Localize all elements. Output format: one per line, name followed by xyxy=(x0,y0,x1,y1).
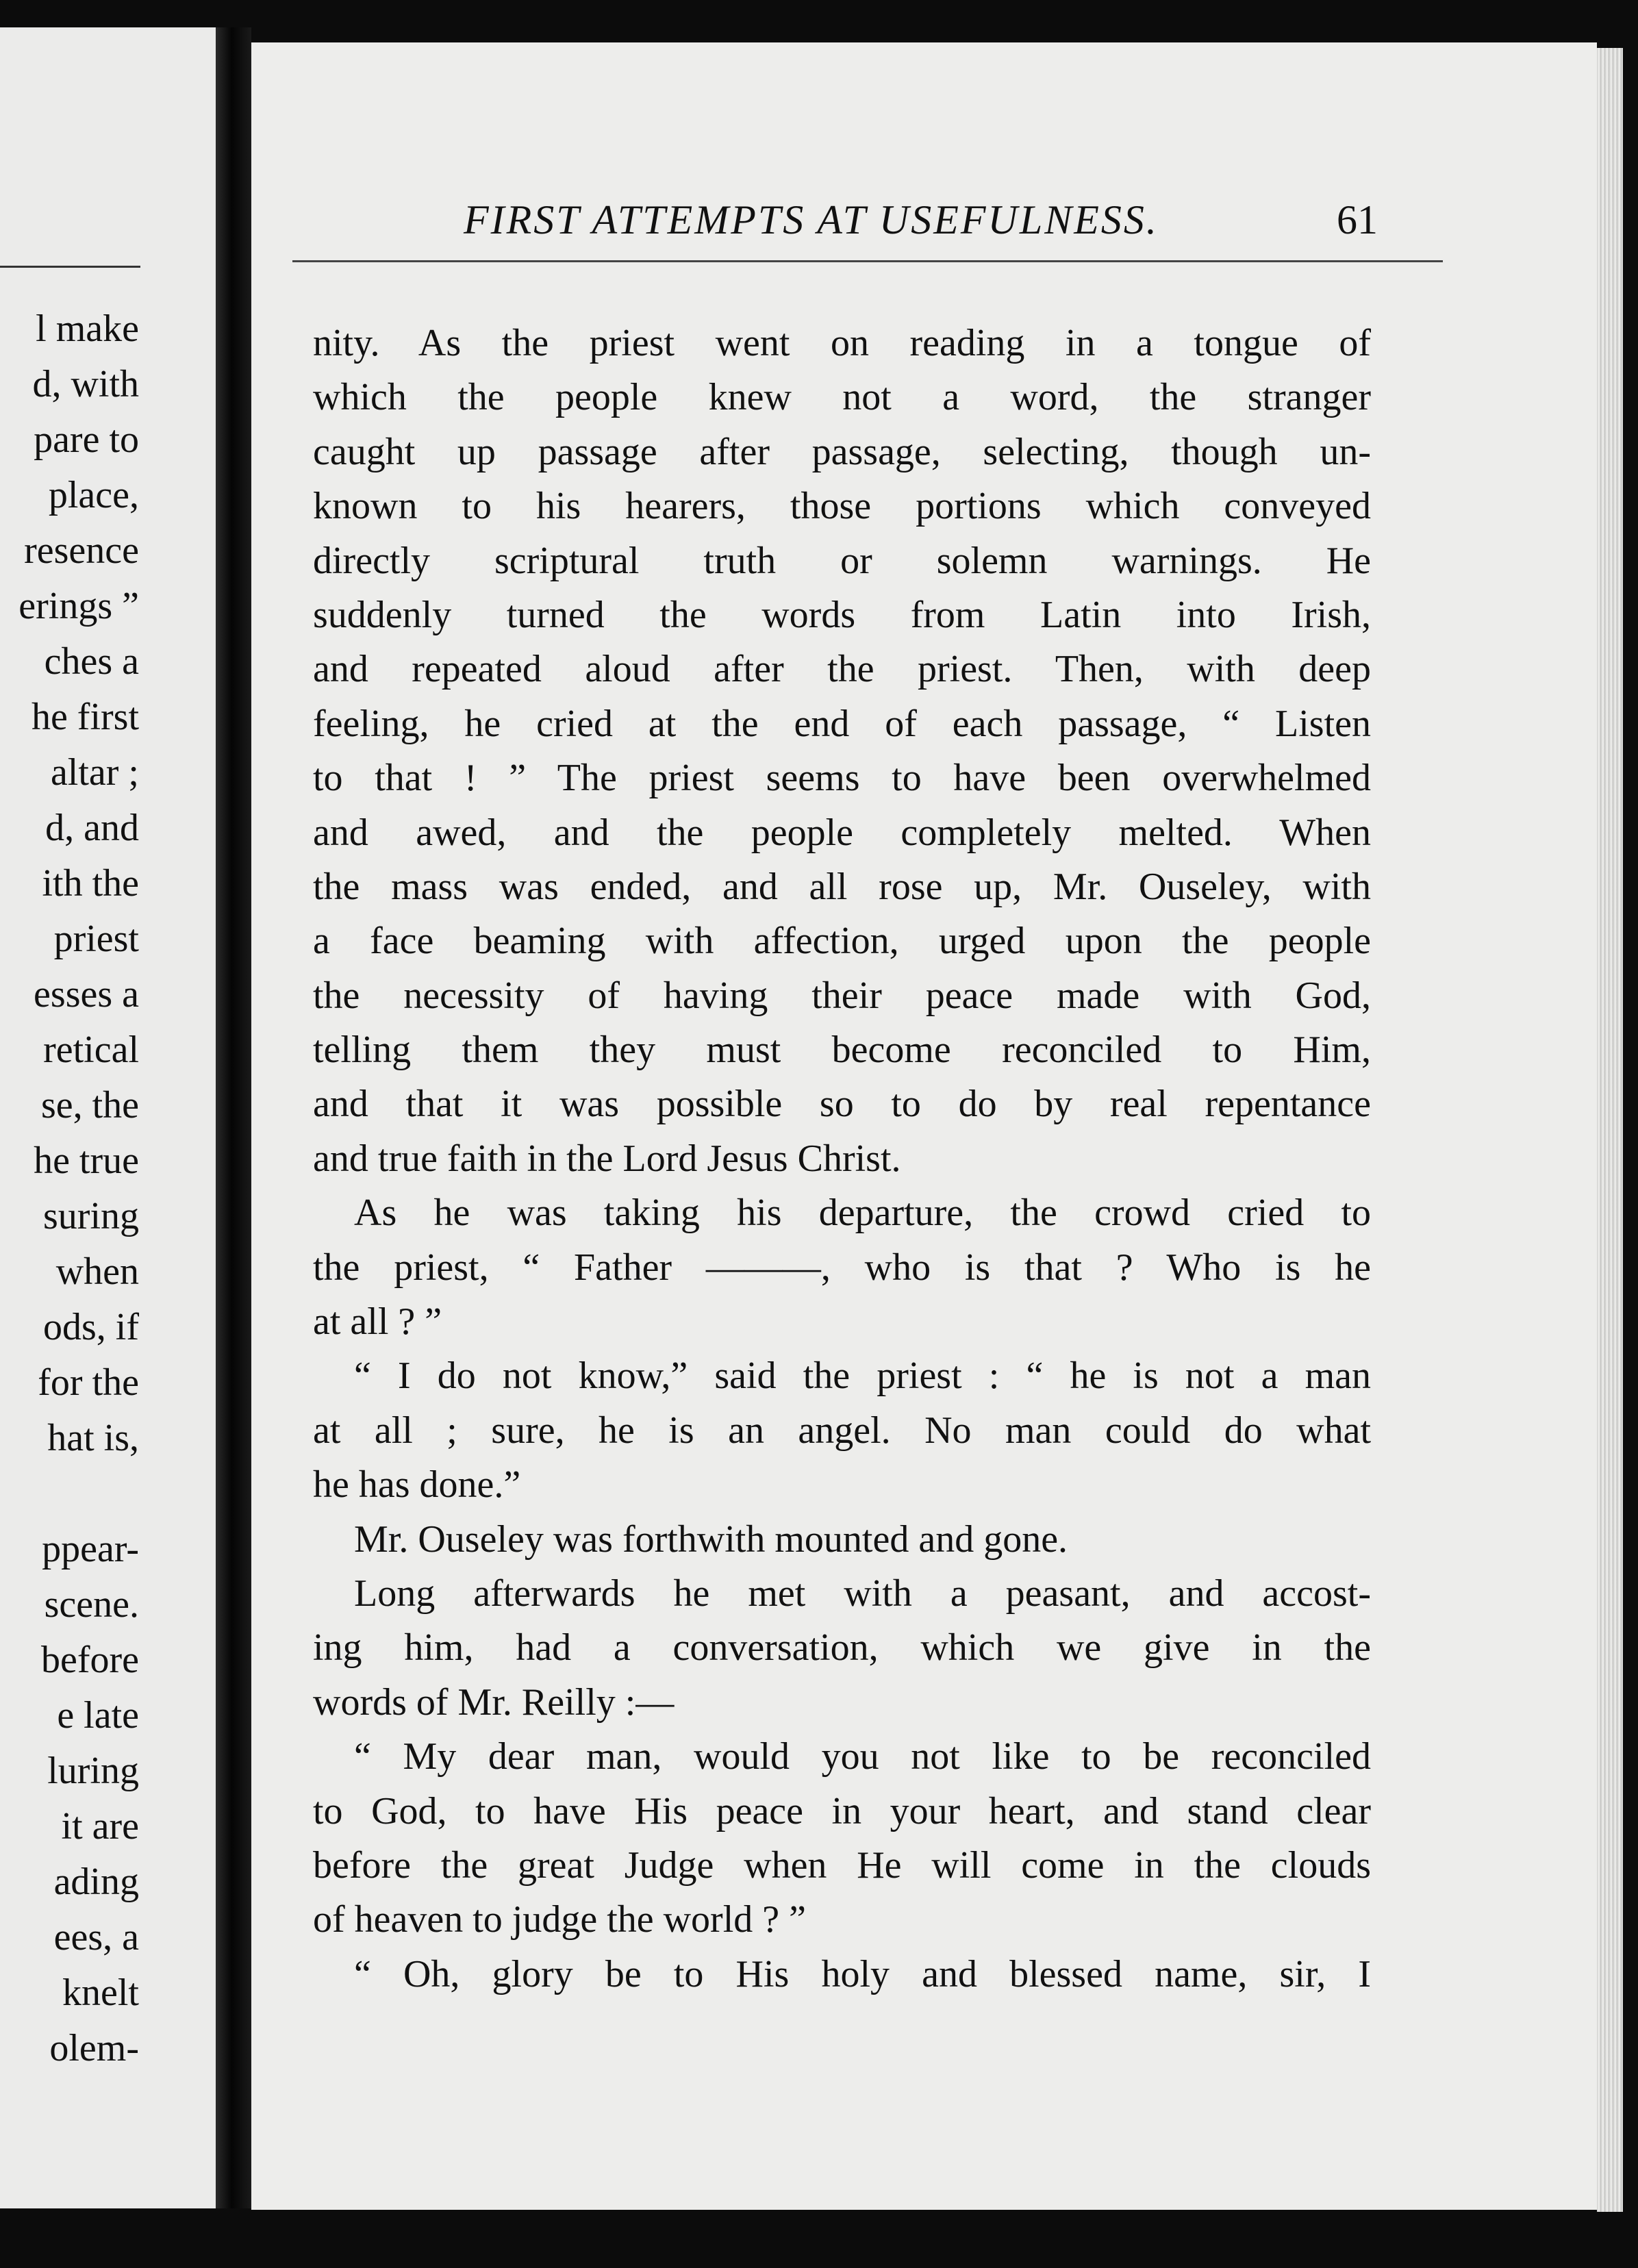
text-line: words of Mr. Reilly :— xyxy=(313,1680,675,1724)
text-line: nity. As the priest went on reading in a tongue of xyxy=(313,322,1371,364)
text-line: a face beaming with affection, urged upon the people xyxy=(313,920,1371,963)
text-line: to God, to have His peace in your heart, and stand clear xyxy=(313,1789,1371,1832)
left-page-line: priest xyxy=(53,918,139,960)
text-line: the priest, “ Father ———, who is that ? Who is he xyxy=(313,1246,1371,1289)
left-page-line: ppear- xyxy=(42,1528,139,1570)
text-line: and that it was possible so to do by real repentance xyxy=(313,1083,1371,1126)
text-line: suddenly turned the words from Latin into Irish, xyxy=(313,593,1371,636)
text-line: before the great Judge when He will come in the clouds xyxy=(313,1843,1371,1887)
text-line: to that ! ” The priest seems to have been overwhelmed xyxy=(313,757,1371,800)
text-line: directly scriptural truth or solemn warnings. He xyxy=(313,539,1371,582)
left-page-line: before xyxy=(40,1639,139,1681)
text-line: “ I do not know,” said the priest : “ he is not a man xyxy=(354,1354,1371,1398)
left-page-head-rule xyxy=(0,266,140,268)
left-page-line: d, with xyxy=(32,363,139,405)
text-line: As he was taking his departure, the crowd cried to xyxy=(354,1192,1371,1235)
text-line: and awed, and the people completely melted. When xyxy=(313,811,1371,854)
text-line: and repeated aloud after the priest. Then, with deep xyxy=(313,648,1371,691)
text-line: the necessity of having their peace made with God, xyxy=(313,974,1371,1017)
left-page-line: knelt xyxy=(62,1971,139,2014)
running-head-rule xyxy=(292,260,1443,262)
left-page-line: d, and xyxy=(45,807,139,849)
running-title: FIRST ATTEMPTS AT USEFULNESS. xyxy=(464,197,1159,242)
text-line: known to his hearers, those portions which conveyed xyxy=(313,485,1371,528)
text-line: the mass was ended, and all rose up, Mr. Ouseley, with xyxy=(313,865,1371,908)
left-page-line: retical xyxy=(43,1029,139,1071)
left-page-line: he true xyxy=(34,1139,139,1182)
text-line: and true faith in the Lord Jesus Christ. xyxy=(313,1137,901,1180)
left-page-line: altar ; xyxy=(50,751,139,794)
left-page-line: l make xyxy=(36,307,139,350)
text-line: which the people knew not a word, the stranger xyxy=(313,376,1371,419)
text-line: telling them they must become reconciled to Him, xyxy=(313,1029,1371,1072)
body-text xyxy=(313,316,1371,2002)
left-page-line: ith the xyxy=(42,862,139,905)
text-line: he has done.” xyxy=(313,1463,521,1507)
left-page-line: for the xyxy=(38,1361,139,1404)
text-line: “ My dear man, would you not like to be reconciled xyxy=(354,1735,1371,1778)
left-page-line: ches a xyxy=(44,640,139,683)
left-page-line: resence xyxy=(24,529,139,572)
page-edges xyxy=(1597,48,1623,2212)
left-page-line: se, the xyxy=(40,1084,139,1126)
left-page-line: hat is, xyxy=(47,1417,139,1459)
right-page xyxy=(251,42,1597,2210)
left-page-line: pare to xyxy=(34,418,139,461)
text-line: at all ? ” xyxy=(313,1300,442,1344)
left-page-line: he first xyxy=(31,696,139,738)
text-line: Long afterwards he met with a peasant, and accost- xyxy=(354,1572,1371,1615)
left-page-text-fragments xyxy=(0,301,139,2076)
left-page-line: scene. xyxy=(44,1583,139,1626)
left-page-line: it are xyxy=(61,1805,139,1848)
left-page-line: ading xyxy=(53,1861,139,1903)
left-facing-page xyxy=(0,27,216,2208)
left-page-line: when xyxy=(55,1250,139,1293)
left-page-line: olem- xyxy=(49,2027,139,2069)
text-line: “ Oh, glory be to His holy and blessed name, sir, I xyxy=(354,1952,1371,1995)
left-page-line: suring xyxy=(43,1195,139,1237)
text-line: Mr. Ouseley was forthwith mounted and gone. xyxy=(354,1517,1068,1561)
text-line: feeling, he cried at the end of each passage, “ Listen xyxy=(313,702,1371,745)
left-page-line: luring xyxy=(47,1750,139,1792)
page-number: 61 xyxy=(1337,197,1378,242)
left-page-line: ees, a xyxy=(53,1916,139,1958)
text-line: caught up passage after passage, selecting, though un- xyxy=(313,430,1371,473)
left-page-line: e late xyxy=(57,1694,139,1737)
left-page-line: esses a xyxy=(34,973,139,1016)
text-line: ing him, had a conversation, which we give in the xyxy=(313,1626,1371,1670)
text-line: of heaven to judge the world ? ” xyxy=(313,1898,806,1941)
left-page-line: ods, if xyxy=(43,1306,139,1348)
text-line: at all ; sure, he is an angel. No man could do what xyxy=(313,1409,1371,1452)
left-page-line: erings ” xyxy=(18,585,139,627)
left-page-line xyxy=(0,1466,139,1522)
running-head xyxy=(251,183,1597,251)
book-gutter xyxy=(216,27,251,2208)
left-page-line: place, xyxy=(48,474,139,516)
